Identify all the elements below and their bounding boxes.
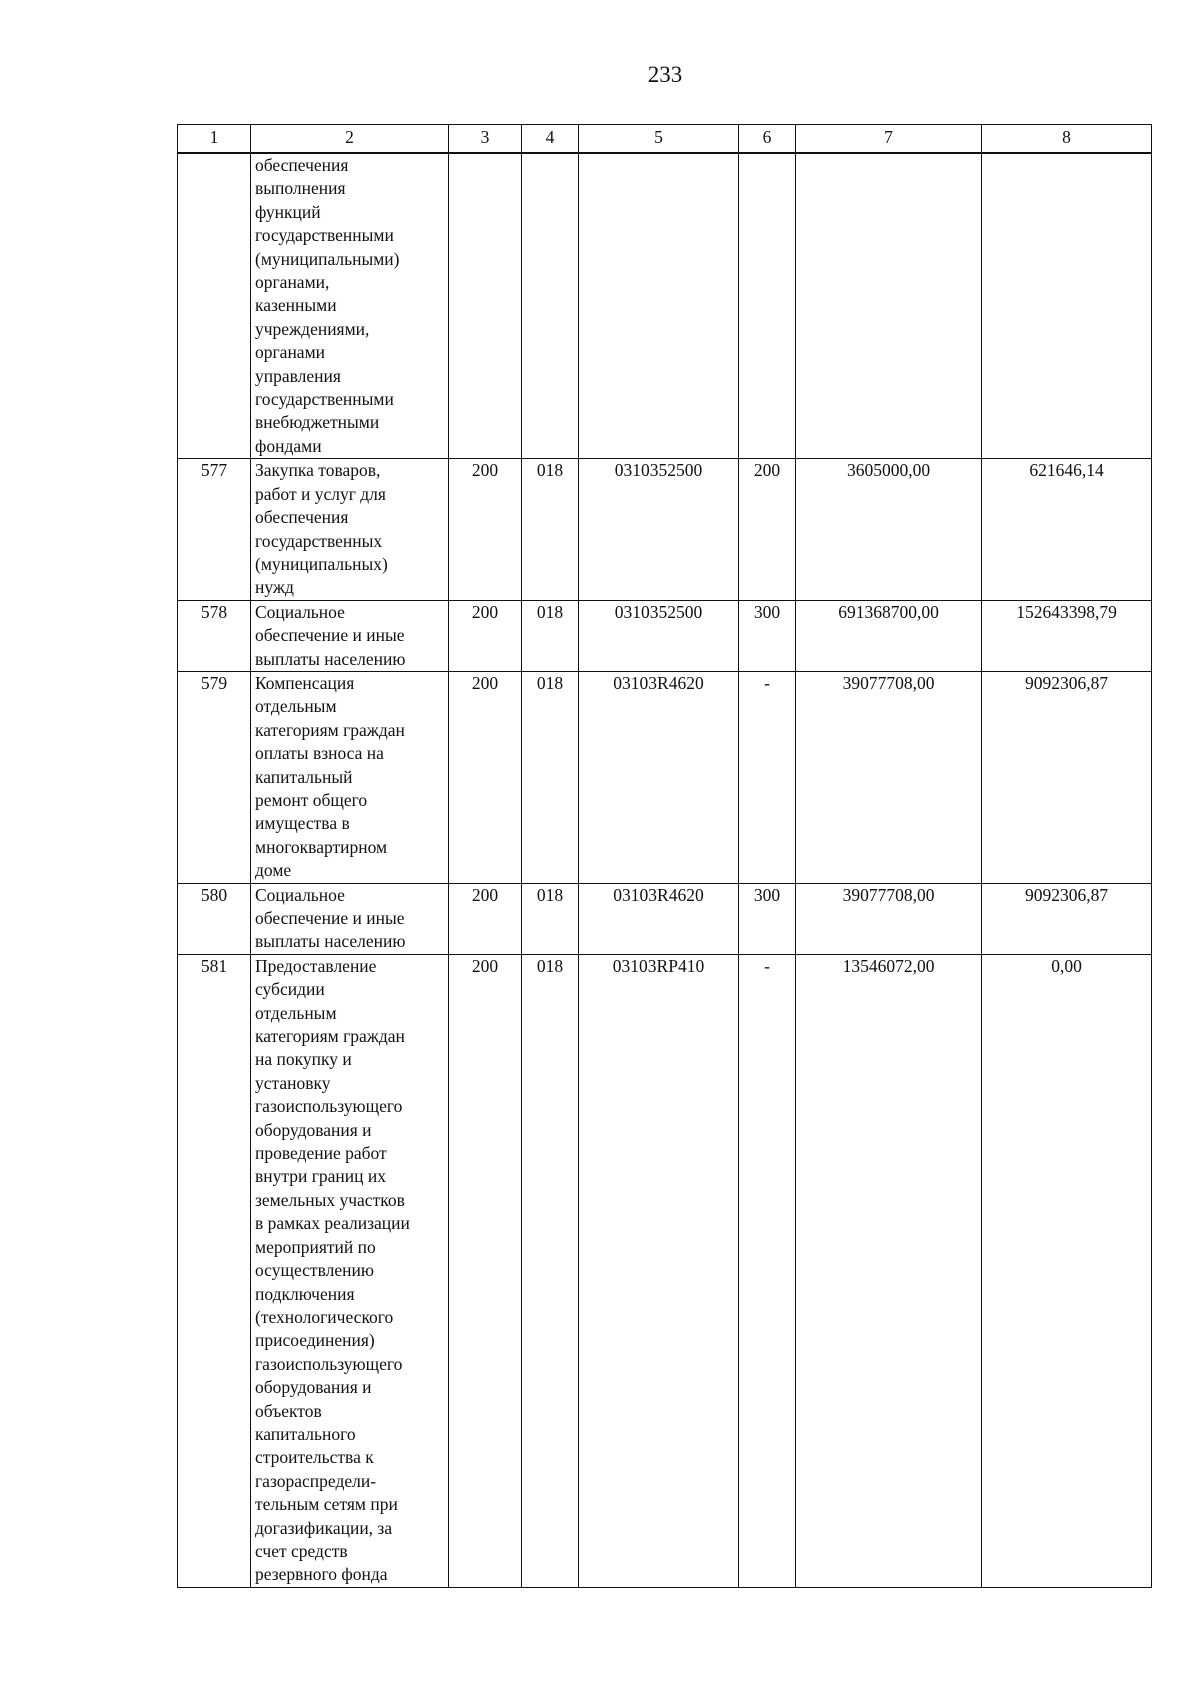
header-col-6: 6: [739, 125, 796, 154]
header-col-2: 2: [251, 125, 449, 154]
header-col-3: 3: [449, 125, 522, 154]
row-col-4: 018: [522, 671, 579, 883]
row-col-7: [796, 153, 982, 459]
header-col-7: 7: [796, 125, 982, 154]
row-name: обеспечения выполнения функций государственными (муниципальными) органами, казенными учреждениями, органами управления государственными внебюджетными фондами: [251, 153, 449, 459]
header-col-1: 1: [178, 125, 251, 154]
row-col-5: 03103R4620: [579, 883, 739, 954]
row-name: Предоставление субсидии отдельным категориям граждан на покупку и установку газоиспользующего оборудования и проведение работ внутри границ их земельных участков в рамках реализации мероприятий по осуществлению подключения (технологического присоединения) газоиспользующего оборудования и объектов капитального строительства к газораспредели- тельным сетям при догазификации, за счет средств резервного фонда: [251, 954, 449, 1587]
row-name: Социальное обеспечение и иные выплаты населению: [251, 600, 449, 671]
row-col-5: [579, 153, 739, 459]
row-number: 579: [178, 671, 251, 883]
row-col-7: 39077708,00: [796, 671, 982, 883]
row-number: 581: [178, 954, 251, 1587]
table-row: [178, 153, 1152, 459]
row-col-5: 03103R4620: [579, 671, 739, 883]
row-col-3: 200: [449, 883, 522, 954]
header-col-5: 5: [579, 125, 739, 154]
row-col-3: 200: [449, 600, 522, 671]
row-col-3: 200: [449, 671, 522, 883]
table-row: [178, 883, 1152, 954]
table-row: [178, 671, 1152, 883]
row-col-8: [982, 153, 1152, 459]
row-col-3: [449, 153, 522, 459]
row-name: Компенсация отдельным категориям граждан оплаты взноса на капитальный ремонт общего имущества в многоквартирном доме: [251, 671, 449, 883]
row-col-7: 39077708,00: [796, 883, 982, 954]
table-row: [178, 954, 1152, 1587]
row-name: Закупка товаров, работ и услуг для обеспечения государственных (муниципальных) нужд: [251, 459, 449, 600]
header-col-4: 4: [522, 125, 579, 154]
row-col-6: 300: [739, 883, 796, 954]
row-col-4: [522, 153, 579, 459]
row-col-6: -: [739, 954, 796, 1587]
row-col-6: -: [739, 671, 796, 883]
row-col-8: 621646,14: [982, 459, 1152, 600]
table-row: [178, 459, 1152, 600]
row-col-5: 03103RP410: [579, 954, 739, 1587]
header-col-8: 8: [982, 125, 1152, 154]
row-col-4: 018: [522, 954, 579, 1587]
row-col-5: 0310352500: [579, 459, 739, 600]
table-header-row: [178, 125, 1152, 154]
row-col-3: 200: [449, 459, 522, 600]
row-number: 578: [178, 600, 251, 671]
budget-table: [177, 124, 1152, 1588]
row-col-6: [739, 153, 796, 459]
row-col-3: 200: [449, 954, 522, 1587]
row-number: [178, 153, 251, 459]
row-col-8: 9092306,87: [982, 883, 1152, 954]
row-col-4: 018: [522, 459, 579, 600]
table-row: [178, 600, 1152, 671]
row-col-7: 3605000,00: [796, 459, 982, 600]
row-name: Социальное обеспечение и иные выплаты населению: [251, 883, 449, 954]
row-col-7: 13546072,00: [796, 954, 982, 1587]
page-number: 233: [647, 62, 683, 87]
row-col-4: 018: [522, 883, 579, 954]
row-col-8: 152643398,79: [982, 600, 1152, 671]
row-number: 580: [178, 883, 251, 954]
row-col-5: 0310352500: [579, 600, 739, 671]
row-col-8: 0,00: [982, 954, 1152, 1587]
row-col-4: 018: [522, 600, 579, 671]
row-number: 577: [178, 459, 251, 600]
row-col-8: 9092306,87: [982, 671, 1152, 883]
row-col-6: 300: [739, 600, 796, 671]
row-col-7: 691368700,00: [796, 600, 982, 671]
row-col-6: 200: [739, 459, 796, 600]
